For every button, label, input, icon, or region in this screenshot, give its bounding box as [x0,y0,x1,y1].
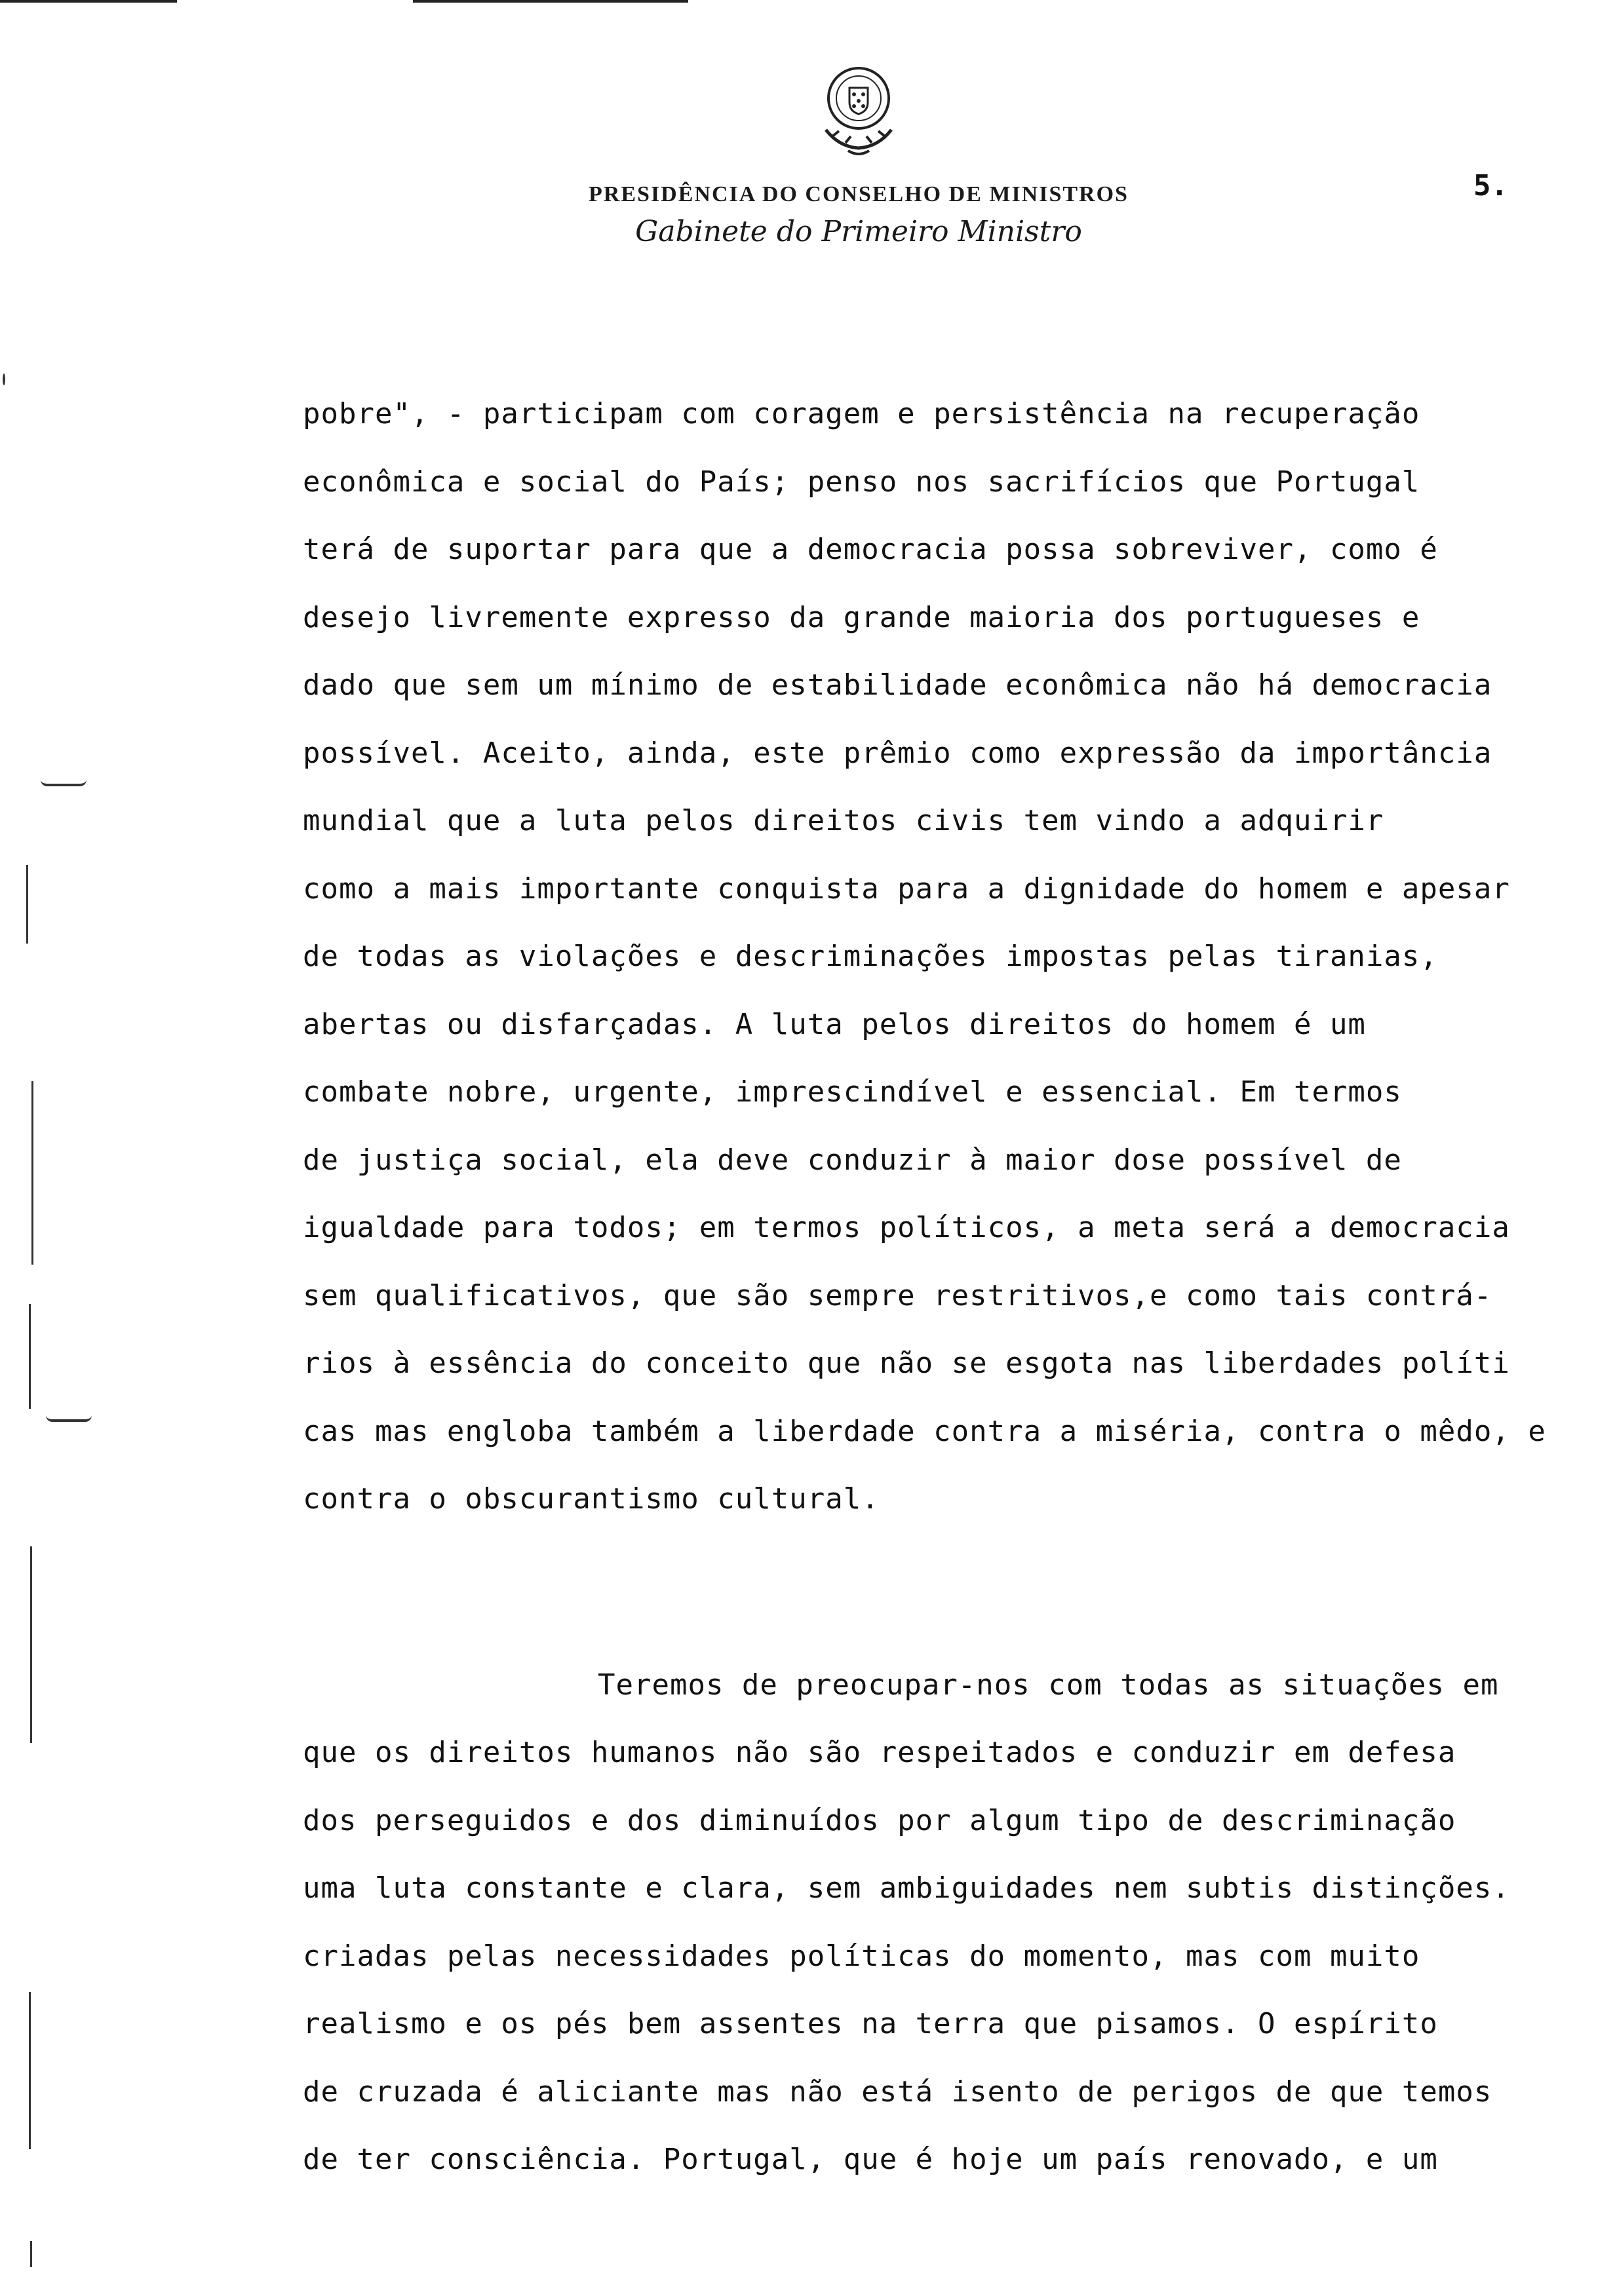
text-line: de cruzada é aliciante mas não está isento de perigos de que temos [303,2075,1492,2109]
paragraph-gap [303,1533,1581,1651]
text-line: sem qualificativos, que são sempre restritivos,e como tais contrá- [303,1278,1492,1312]
top-border-rule [0,0,177,3]
text-line: possível. Aceito, ainda, este prêmio como expressão da importância [303,736,1492,770]
text-line: mundial que a luta pelos direitos civis tem vindo a adquirir [303,804,1384,837]
text-line: abertas ou disfarçadas. A luta pelos direitos do homem é um [303,1007,1366,1041]
text-line: econômica e social do País; penso nos sacrifícios que Portugal [303,465,1420,499]
paragraph [303,380,1581,1533]
text-line: como a mais importante conquista para a dignidade do homem e apesar [303,871,1510,906]
text-line: igualdade para todos; em termos políticos, a meta será a democracia [303,1211,1510,1244]
coat-of-arms-icon [806,52,911,164]
text-line: de todas as violações e descriminações impostas pelas tiranias, [303,940,1438,973]
text-line: criadas pelas necessidades políticas do momento, mas com muito [303,1939,1420,1973]
paragraph [303,1651,1581,2194]
institution-name: PRESIDÊNCIA DO CONSELHO DE MINISTROS [589,182,1129,206]
page-number: 5. [1473,169,1508,202]
text-line: cas mas engloba também a liberdade contra a miséria, contra o mêdo, e [303,1414,1546,1448]
text-line: uma luta constante e clara, sem ambiguidades nem subtis distinções. [303,1871,1510,1905]
letter-body [303,380,1581,2194]
text-line: dado que sem um mínimo de estabilidade econômica não há democracia [303,668,1492,702]
text-line: de ter consciência. Portugal, que é hoje um país renovado, e um [303,2143,1438,2176]
text-line: rios à essência do conceito que não se esgota nas liberdades políti [303,1347,1510,1380]
letterhead [459,52,1258,248]
text-line: de justiça social, ela deve conduzir à maior dose possível de [303,1143,1402,1177]
text-line: desejo livremente expresso da grande maioria dos portugueses e [303,600,1420,634]
text-line: Teremos de preocupar-nos com todas as situações em [598,1668,1499,1702]
office-name: Gabinete do Primeiro Ministro [635,215,1082,248]
scan-margin-marks [0,367,79,2267]
text-line: que os direitos humanos não são respeitados e conduzir em defesa [303,1736,1456,1769]
text-line: realismo e os pés bem assentes na terra que pisamos. O espírito [303,2007,1438,2040]
text-line: pobre", - participam com coragem e persistência na recuperação [303,397,1420,430]
text-line: combate nobre, urgente, imprescindível e essencial. Em termos [303,1075,1402,1109]
text-line: terá de suportar para que a democracia possa sobreviver, como é [303,533,1438,566]
top-border-rule [413,0,688,3]
text-line: dos perseguidos e dos diminuídos por algum tipo de descriminação [303,1803,1456,1837]
text-line: contra o obscurantismo cultural. [303,1482,880,1516]
